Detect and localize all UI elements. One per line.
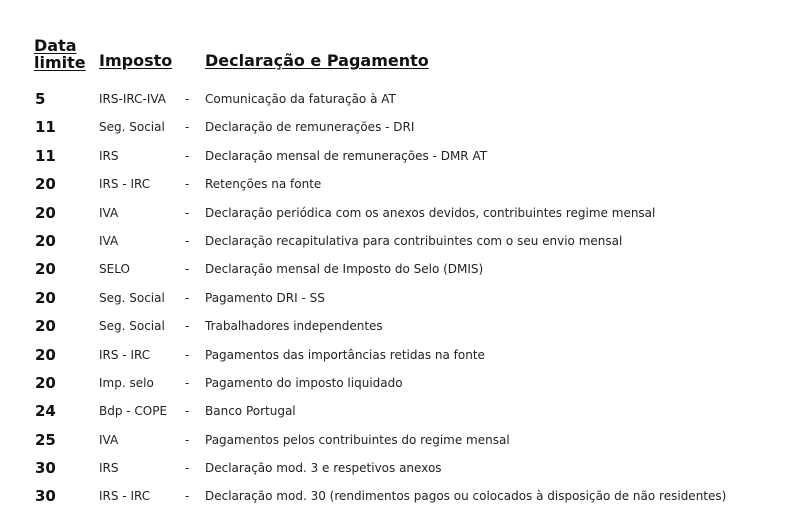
deadline-day: 20 [35,373,56,392]
tax-type: IVA [99,432,119,447]
obligation-description: Declaração recapitulativa para contribuintes com o seu envio mensal [205,233,623,248]
tax-type: SELO [99,262,130,277]
obligation-description: Pagamentos das importâncias retidas na fonte [205,347,485,362]
obligation-description: Declaração periódica com os anexos devidos, contribuintes regime mensal [205,205,656,220]
table-row [0,341,800,369]
tax-type: IRS [99,148,119,163]
header-date-line2: limite [34,53,86,72]
header-data-limite [34,37,94,71]
obligation-description: Pagamentos pelos contribuintes do regime mensal [205,432,510,447]
deadline-day: 20 [35,260,56,279]
row-separator: - [185,92,190,106]
table-header [0,0,800,84]
row-separator: - [185,148,190,163]
obligation-description: Declaração mensal de remunerações - DMR AT [205,148,488,163]
obligation-description: Pagamento do imposto liquidado [205,375,403,390]
table-body [0,85,800,511]
row-separator: - [185,177,190,192]
deadline-day: 20 [35,203,56,222]
table-row [0,255,800,283]
deadline-day: 24 [35,402,56,421]
table-row [0,113,800,141]
tax-type: Seg. Social [99,120,165,135]
tax-type: IRS-IRC-IVA [99,92,167,106]
header-imposto: Imposto [99,51,173,70]
deadline-day: 25 [35,430,56,449]
deadline-day: 20 [35,231,56,250]
tax-type: IVA [99,205,119,220]
obligation-description: Declaração mod. 3 e respetivos anexos [205,461,442,476]
deadline-day: 5 [35,90,46,108]
table-row [0,85,800,113]
tax-type: IRS - IRC [99,489,151,504]
table-row [0,284,800,312]
deadline-day: 30 [35,459,56,478]
row-separator: - [185,233,190,248]
tax-type: IRS [99,461,119,476]
tax-type: IRS - IRC [99,177,151,192]
row-separator: - [185,347,190,362]
deadline-day: 20 [35,317,56,336]
deadline-day: 20 [35,175,56,194]
tax-type: Imp. selo [99,375,154,390]
row-separator: - [185,375,190,390]
row-separator: - [185,461,190,476]
table-row [0,312,800,340]
obligation-description: Trabalhadores independentes [205,319,383,334]
row-separator: - [185,290,190,305]
obligation-description: Retenções na fonte [205,177,322,192]
deadline-day: 30 [35,487,56,506]
deadline-day: 20 [35,345,56,364]
obligation-description: Declaração de remunerações - DRI [205,120,415,135]
row-separator: - [185,319,190,334]
tax-type: IVA [99,233,119,248]
row-separator: - [185,432,190,447]
deadline-day: 11 [35,146,56,165]
obligation-description: Comunicação da faturação à AT [205,92,396,106]
row-separator: - [185,262,190,277]
row-separator: - [185,489,190,504]
header-declaracao: Declaração e Pagamento [205,51,429,70]
table-row [0,369,800,397]
table-row [0,454,800,482]
row-separator: - [185,404,190,419]
row-separator: - [185,120,190,135]
tax-type: IRS - IRC [99,347,151,362]
obligation-description: Declaração mod. 30 (rendimentos pagos ou colocados à disposição de não residentes) [205,489,727,504]
deadline-day: 11 [35,118,56,137]
table-row [0,142,800,170]
table-row [0,170,800,198]
deadline-day: 20 [35,288,56,307]
table-row [0,426,800,454]
obligation-description: Banco Portugal [205,404,296,419]
table-row [0,199,800,227]
tax-type: Seg. Social [99,290,165,305]
obligation-description: Declaração mensal de Imposto do Selo (DMIS) [205,262,484,277]
table-row [0,482,800,510]
header-date-line1: Data [34,36,77,55]
tax-type: Seg. Social [99,319,165,334]
table-row [0,227,800,255]
row-separator: - [185,205,190,220]
table-row [0,397,800,425]
obligation-description: Pagamento DRI - SS [205,290,325,305]
tax-type: Bdp - COPE [99,404,168,419]
